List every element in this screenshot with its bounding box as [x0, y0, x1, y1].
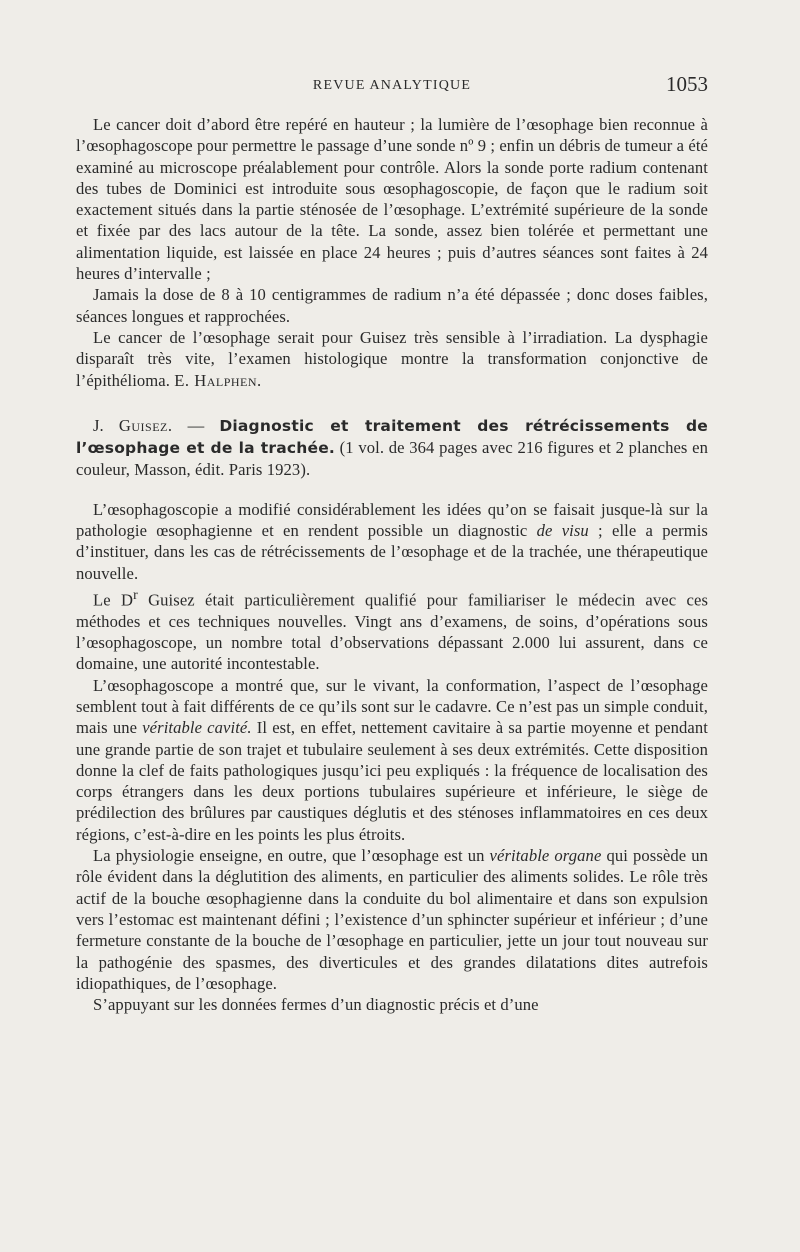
review-author-name: Guisez. — [118, 415, 173, 435]
paragraph-text: L’œsophagoscopie a modifié considérablement les idées qu’on se faisait jusque-là sur la pathologie œsophagienne et en rendent possible un diagnostic — [76, 499, 708, 541]
paragraph-text: ; elle a permis d’instituer, dans les cas de rétrécissements de l’œsophage et de la trachée, une thérapeutique nouvelle. — [76, 521, 708, 583]
paragraph — [76, 284, 708, 327]
review-book-title: Diagnostic et traitement des rétrécissements de l’œsophage et de la trachée. — [76, 416, 708, 458]
paragraph-text: Jamais la dose de 8 à 10 centigrammes de radium n’a été dépassée ; donc doses faibles, séances longues et rapprochées. — [76, 285, 708, 326]
italic-phrase: véritable organe — [489, 846, 602, 866]
paragraph-text: L’œsophagoscope a montré que, sur le vivant, la conformation, l’aspect de l’œsophage semblent tout à fait différents de ce qu’ils sont sur le cadavre. Ce n’est pas un simple conduit, mais une — [76, 675, 708, 738]
paragraph-text: La physiologie enseigne, en outre, que l’œsophage est un — [93, 846, 490, 866]
paragraph-text: Il est, en effet, nettement cavitaire à sa partie moyenne et pendant une grande partie de son trajet et tubulaire seulement à ses deux extrémités. Cette disposition donne la clef de faits pathologiques jusqu’ici peu expliqués : la fréquence de localisation des corps étrangers dans les deux portions tubulaires supérieure et inférieure, le siège de prédilection des brûlures par caustiques déglutis et des sténoses inflammatoires en ces deux régions, c’est-à-dire en les points les plus étroits. — [76, 718, 709, 844]
review-dash: — — [172, 415, 220, 435]
review-bibliographic-info: (1 vol. de 364 pages avec 216 figures et 2 planches en couleur, Masson, édit. Paris 1923). — [76, 438, 709, 480]
article-body — [76, 114, 708, 1015]
paragraph-text: S’appuyant sur les données fermes d’un diagnostic précis et d’une — [93, 995, 539, 1015]
italic-phrase: véritable cavité. — [142, 718, 252, 738]
review-signature: E. Halphen. — [174, 370, 262, 390]
paragraph — [76, 994, 708, 1015]
paragraph — [76, 327, 708, 391]
paragraph-text: Le cancer de l’œsophage serait pour Guisez très sensible à l’irradiation. La dysphagie disparaît très vite, l’examen histologique montre la transformation conjonctive de l’épithélioma. — [76, 327, 708, 390]
italic-phrase: de visu — [536, 521, 589, 541]
paragraph-text: Guisez était particulièrement qualifié pour familiariser le médecin avec ces méthodes et ces techniques nouvelles. Vingt ans d’examens, de soins, d’opérations sous l’œsophagoscope, un nombre total d’observations dépassant 2.000 lui assurent, dans ce domaine, une autorité incontestable. — [76, 590, 708, 674]
review-author-initial: J. — [93, 415, 104, 435]
paragraph — [76, 114, 708, 284]
paragraph — [76, 845, 708, 994]
paragraph — [76, 675, 708, 845]
superscript: r — [133, 586, 138, 602]
paragraph-text: qui possède un rôle évident dans la déglutition des aliments, en particulier des aliments solides. Le rôle très actif de la bouche œsophagienne dans la conduite du bol alimentaire et dans son expulsion vers l’estomac est maintenant défini ; l’existence d’un sphincter supérieur et inférieur ; d’une fermeture constante de la bouche de l’œsophage en particulier, jette un jour tout nouveau sur la pathogénie des spasmes, des diverticules et des grandes dilatations dites autrefois idiopathiques, de l’œsophage. — [76, 846, 709, 993]
running-head-title: REVUE ANALYTIQUE — [312, 78, 472, 93]
paragraph-text: Le D — [93, 590, 134, 610]
paragraph-text: Le cancer doit d’abord être repéré en hauteur ; la lumière de l’œsophage bien reconnue à l’œsophagoscope pour permettre le passage d’une sonde nº 9 ; enfin un débris de tumeur a été examiné au microscope préalablement pour contrôle. Alors la sonde porte radium contenant des tubes de Dominici est introduite sous œsophagoscopie, de façon que le radium soit exactement situés dans la partie sténosée de l’œsophage. L’extrémité supérieure de la sonde et fixée par des lacs autour de la tête. La sonde, assez bien tolérée et permettant une alimentation liquide, est laissée en place 24 heures ; puis d’autres séances sont faites à 24 heures d’intervalle ; — [76, 115, 708, 284]
running-head — [76, 72, 708, 100]
review-heading — [76, 415, 708, 481]
page-number: 1053 — [666, 72, 708, 96]
paragraph — [76, 499, 708, 584]
paragraph — [76, 584, 708, 675]
